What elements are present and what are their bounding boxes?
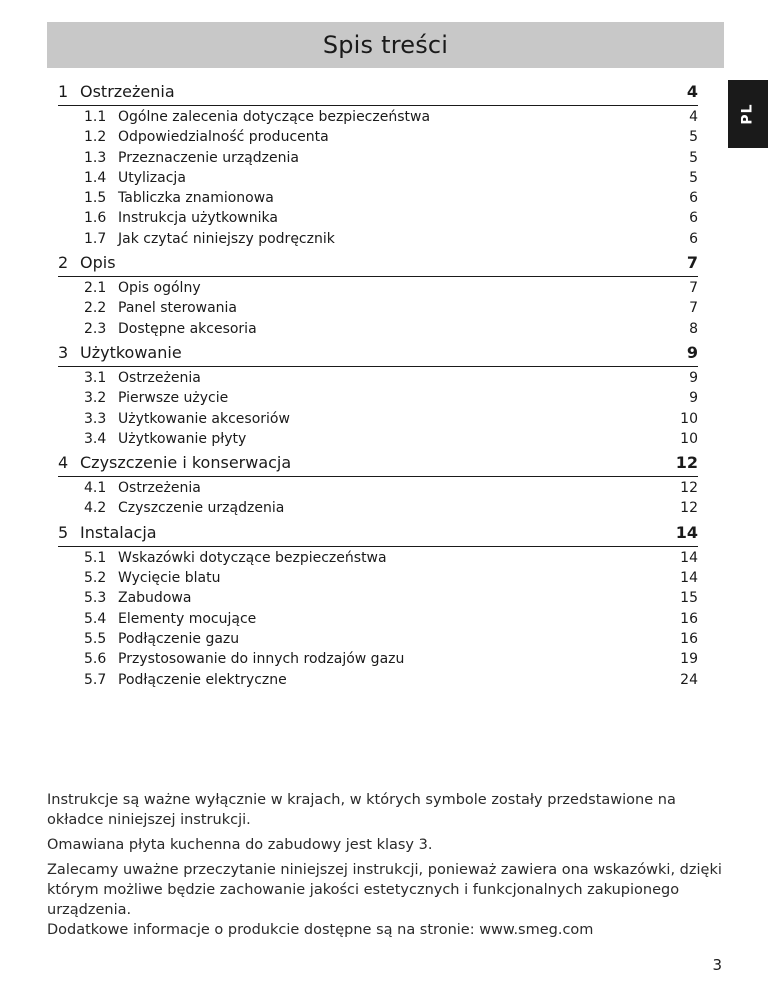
toc-entry-page: 6 <box>689 230 698 247</box>
toc-entry-number: 5.1 <box>84 549 107 566</box>
toc-entry[interactable] <box>58 107 698 127</box>
toc-entry-number: 2.3 <box>84 320 107 337</box>
toc-entry-title: Czyszczenie urządzenia <box>118 500 285 517</box>
toc-section-heading[interactable] <box>58 250 698 277</box>
toc-entry-number: 4.1 <box>84 480 107 497</box>
toc-entry-page: 19 <box>680 651 698 668</box>
toc-entry-page: 12 <box>680 480 698 497</box>
toc-entry-title: Podłączenie gazu <box>118 630 240 647</box>
toc-section-heading[interactable] <box>58 450 698 477</box>
toc-entry-title: Ogólne zalecenia dotyczące bezpieczeństwa <box>118 109 431 125</box>
toc-entry-number: 1.3 <box>84 149 107 166</box>
toc-entry-page: 4 <box>689 109 698 125</box>
toc-entry[interactable] <box>58 588 698 608</box>
toc-section-heading[interactable] <box>58 79 698 106</box>
note-paragraph: Zalecamy uważne przeczytanie niniejszej instrukcji, ponieważ zawiera ona wskazówki, dzięki którym możliwe będzie zachowanie jakości estetycznych i funkcjonalnych zakupionego urządzenia. <box>47 862 722 918</box>
toc-entry-title: Instrukcja użytkownika <box>118 210 278 227</box>
toc-entry-page: 10 <box>680 410 698 427</box>
toc-section-title: Instalacja <box>80 522 157 542</box>
toc-entry-number: 3.2 <box>84 390 107 407</box>
toc-entry-list <box>58 477 698 520</box>
notes <box>47 790 727 945</box>
toc-entry-number: 1.2 <box>84 129 107 146</box>
toc-entry-title: Pierwsze użycie <box>118 390 229 407</box>
toc-entry-number: 5.5 <box>84 630 107 647</box>
note-paragraph: Omawiana płyta kuchenna do zabudowy jest klasy 3. <box>47 837 433 853</box>
toc-entry-title: Dostępne akcesoria <box>118 320 257 337</box>
toc-entry-page: 9 <box>689 390 698 407</box>
toc-entry-number: 5.6 <box>84 651 107 668</box>
toc-entry-title: Utylizacja <box>118 169 186 186</box>
toc-entry[interactable] <box>58 609 698 629</box>
toc-entry-title: Elementy mocujące <box>118 610 257 627</box>
toc-section-title: Użytkowanie <box>80 342 182 362</box>
toc-entry-page: 6 <box>689 190 698 207</box>
toc-section-heading[interactable] <box>58 520 698 547</box>
toc-entry[interactable] <box>58 278 698 298</box>
toc-entry-page: 9 <box>689 369 698 386</box>
toc-section-number: 4 <box>58 453 69 473</box>
toc-entry[interactable] <box>58 168 698 188</box>
toc-entry-page: 14 <box>680 570 698 587</box>
toc-section-title: Ostrzeżenia <box>80 82 175 101</box>
toc-entry-page: 5 <box>689 129 698 146</box>
toc-entry[interactable] <box>58 568 698 588</box>
page-title-bar <box>47 22 724 68</box>
toc-entry-number: 5.7 <box>84 671 107 688</box>
note-paragraph: Instrukcje są ważne wyłącznie w krajach, w których symbole zostały przedstawione na okładce niniejszej instrukcji. <box>47 792 676 828</box>
toc-entry-title: Przystosowanie do innych rodzajów gazu <box>118 651 405 668</box>
toc-entry-number: 1.5 <box>84 190 107 207</box>
toc-entry-list <box>58 106 698 250</box>
toc-entry-number: 3.3 <box>84 410 107 427</box>
toc-section <box>58 520 698 691</box>
toc-entry-title: Ostrzeżenia <box>118 369 201 386</box>
toc-entry-list <box>58 277 698 340</box>
toc-entry-number: 2.1 <box>84 280 107 297</box>
toc-entry-number: 5.4 <box>84 610 107 627</box>
toc-section <box>58 250 698 340</box>
toc-section-page: 12 <box>675 453 698 473</box>
note-paragraph: Dodatkowe informacje o produkcie dostępne są na stronie: www.smeg.com <box>47 922 594 938</box>
toc-entry-title: Panel sterowania <box>118 300 237 317</box>
toc-entry-list <box>58 547 698 691</box>
toc-entry[interactable] <box>58 127 698 147</box>
toc-entry-number: 1.4 <box>84 169 107 186</box>
toc-entry-number: 1.6 <box>84 210 107 227</box>
toc-entry-title: Zabudowa <box>118 590 192 607</box>
toc-entry-number: 1.1 <box>84 109 107 125</box>
toc-entry-number: 5.3 <box>84 590 107 607</box>
language-tab <box>728 80 768 148</box>
toc-entry[interactable] <box>58 388 698 408</box>
toc-entry-list <box>58 367 698 450</box>
toc-section-number: 2 <box>58 253 69 273</box>
toc-entry-page: 15 <box>680 590 698 607</box>
toc-entry-page: 14 <box>680 549 698 566</box>
toc-section <box>58 79 698 250</box>
toc-entry-number: 4.2 <box>84 500 107 517</box>
toc-section <box>58 450 698 520</box>
toc-entry[interactable] <box>58 148 698 168</box>
toc-entry-title: Wskazówki dotyczące bezpieczeństwa <box>118 549 387 566</box>
toc-section-page: 9 <box>686 342 698 362</box>
toc-entry[interactable] <box>58 188 698 208</box>
toc-section-page: 4 <box>686 82 698 101</box>
table-of-contents <box>58 79 698 691</box>
toc-entry[interactable] <box>58 409 698 429</box>
toc-entry-page: 7 <box>689 300 698 317</box>
toc-entry-number: 3.4 <box>84 430 107 447</box>
toc-entry-number: 3.1 <box>84 369 107 386</box>
toc-section-title: Czyszczenie i konserwacja <box>80 453 292 473</box>
toc-entry[interactable] <box>58 629 698 649</box>
toc-section-number: 1 <box>58 82 69 101</box>
toc-entry[interactable] <box>58 229 698 249</box>
toc-entry[interactable] <box>58 319 698 339</box>
toc-entry-title: Użytkowanie płyty <box>118 430 247 447</box>
toc-entry[interactable] <box>58 670 698 690</box>
toc-entry[interactable] <box>58 429 698 449</box>
toc-section-number: 3 <box>58 342 69 362</box>
page-title: Spis treści <box>322 31 449 59</box>
toc-entry-page: 10 <box>680 430 698 447</box>
toc-section-title: Opis <box>80 253 116 273</box>
toc-entry-number: 5.2 <box>84 570 107 587</box>
toc-entry-page: 12 <box>680 500 698 517</box>
toc-entry-title: Opis ogólny <box>118 280 201 297</box>
toc-entry-page: 5 <box>689 149 698 166</box>
toc-entry[interactable] <box>58 649 698 669</box>
toc-entry-page: 24 <box>680 671 698 688</box>
page-number: 3 <box>712 956 722 974</box>
toc-entry[interactable] <box>58 548 698 568</box>
toc-entry-page: 7 <box>689 280 698 297</box>
toc-section-heading[interactable] <box>58 340 698 367</box>
toc-entry-title: Podłączenie elektryczne <box>118 671 287 688</box>
language-tab-label: PL <box>740 103 756 125</box>
toc-entry[interactable] <box>58 368 698 388</box>
toc-entry-number: 2.2 <box>84 300 107 317</box>
toc-section <box>58 340 698 450</box>
toc-entry-title: Jak czytać niniejszy podręcznik <box>118 230 335 247</box>
toc-entry-page: 16 <box>680 630 698 647</box>
toc-entry-page: 16 <box>680 610 698 627</box>
toc-section-number: 5 <box>58 522 69 542</box>
toc-entry-page: 5 <box>689 169 698 186</box>
toc-entry[interactable] <box>58 298 698 318</box>
toc-entry[interactable] <box>58 498 698 518</box>
toc-entry[interactable] <box>58 208 698 228</box>
toc-entry-title: Tabliczka znamionowa <box>118 190 274 207</box>
toc-entry-title: Przeznaczenie urządzenia <box>118 149 299 166</box>
toc-entry-title: Użytkowanie akcesoriów <box>118 410 290 427</box>
toc-section-page: 14 <box>675 522 698 542</box>
toc-entry-page: 8 <box>689 320 698 337</box>
toc-entry-page: 6 <box>689 210 698 227</box>
toc-entry-number: 1.7 <box>84 230 107 247</box>
toc-entry-title: Wycięcie blatu <box>118 570 221 587</box>
toc-entry-title: Ostrzeżenia <box>118 480 201 497</box>
toc-entry-title: Odpowiedzialność producenta <box>118 129 329 146</box>
toc-section-page: 7 <box>686 253 698 273</box>
toc-entry[interactable] <box>58 478 698 498</box>
